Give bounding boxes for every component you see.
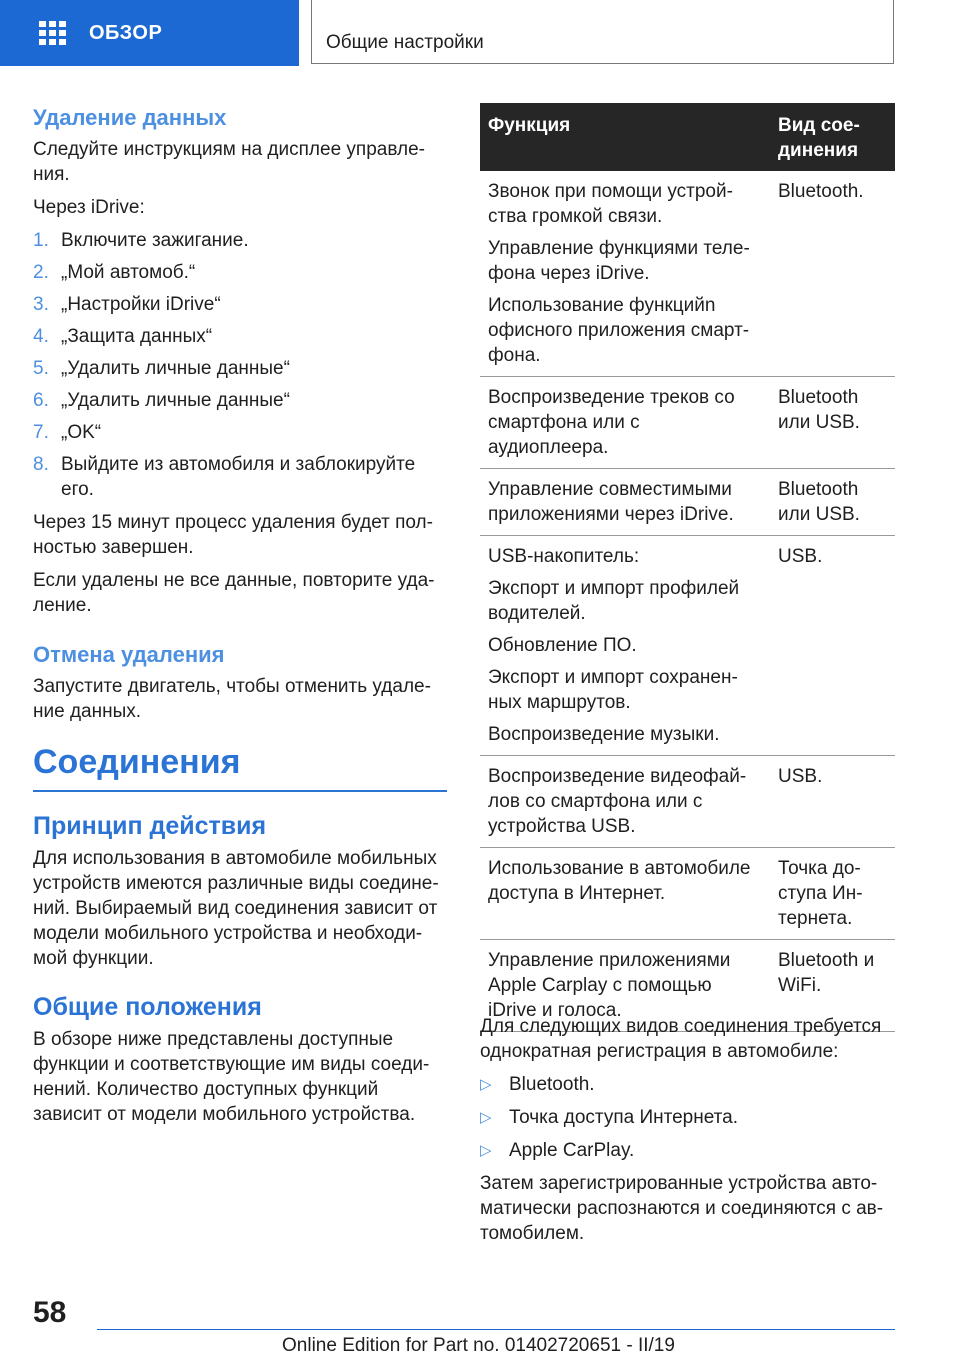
step-number: 2. bbox=[33, 262, 49, 283]
cell-text: Использование функцийn офисного приложения смарт-фона. bbox=[488, 295, 750, 366]
cell-text: Обновление ПО. bbox=[488, 635, 637, 656]
edition-text: Online Edition for Part no. 01402720651 - II/19 bbox=[282, 1335, 675, 1356]
connection-bullets bbox=[480, 1072, 890, 1163]
list-item bbox=[33, 356, 447, 381]
after-15-min: Через 15 минут процесс удаления будет пол-ностью завершен. bbox=[33, 512, 433, 558]
bullet-text: Точка доступа Интернета. bbox=[509, 1107, 738, 1128]
list-item bbox=[33, 292, 447, 317]
list-item bbox=[33, 260, 447, 285]
step-text: „Мой автомоб.“ bbox=[61, 262, 196, 283]
connection-cell: Bluetooth и WiFi. bbox=[770, 940, 895, 1032]
table-row bbox=[480, 469, 895, 536]
step-text: „Защита данных“ bbox=[61, 326, 213, 347]
list-item bbox=[480, 1072, 890, 1097]
connection-cell: USB. bbox=[770, 536, 895, 756]
triangle-bullet-icon: ▷ bbox=[480, 1109, 492, 1126]
function-cell bbox=[480, 536, 770, 756]
table-row bbox=[480, 848, 895, 940]
connection-cell: USB. bbox=[770, 756, 895, 848]
cell-text: Звонок при помощи устрой-ства громкой связи. bbox=[488, 181, 733, 227]
cell-text: Экспорт и импорт профилей водителей. bbox=[488, 578, 740, 624]
cell-text: Экспорт и импорт сохранен-ных маршрутов. bbox=[488, 667, 738, 713]
list-item bbox=[33, 420, 447, 445]
footer-rule bbox=[97, 1329, 895, 1330]
functions-table bbox=[480, 103, 895, 1032]
left-column bbox=[33, 103, 447, 1135]
cancel-heading: Отмена удаления bbox=[33, 642, 225, 667]
function-cell bbox=[480, 469, 770, 536]
function-cell bbox=[480, 848, 770, 940]
not-all-deleted: Если удалены не все данные, повторите уда-ление. bbox=[33, 570, 435, 616]
step-text: „Удалить личные данные“ bbox=[61, 390, 290, 411]
general-heading: Общие положения bbox=[33, 993, 262, 1021]
cell-text: Управление функциями теле-фона через iDrive. bbox=[488, 238, 750, 284]
table-header-row bbox=[480, 103, 895, 171]
connection-cell: Bluetooth. bbox=[770, 171, 895, 377]
page-header bbox=[0, 0, 960, 66]
step-number: 8. bbox=[33, 454, 49, 475]
overview-tab-label: ОБЗОР bbox=[89, 21, 163, 44]
table-row bbox=[480, 171, 895, 377]
list-item bbox=[33, 452, 447, 502]
step-number: 1. bbox=[33, 230, 49, 251]
triangle-bullet-icon: ▷ bbox=[480, 1076, 492, 1093]
general-text: В обзоре ниже представлены доступные функции и соответствующие им виды соеди-нений. Количество доступных функций зависит от модели мобильного устройства. bbox=[33, 1029, 430, 1125]
delete-intro: Следуйте инструкциям на дисплее управле-ния. bbox=[33, 139, 425, 185]
connection-cell: Точка до-ступа Ин-тернета. bbox=[770, 848, 895, 940]
table-row bbox=[480, 536, 895, 756]
step-number: 4. bbox=[33, 326, 49, 347]
cell-text: Управление совместимыми приложениями через iDrive. bbox=[488, 479, 734, 525]
connections-heading: Соединения bbox=[33, 743, 241, 781]
function-cell bbox=[480, 756, 770, 848]
table-row bbox=[480, 377, 895, 469]
overview-tab[interactable] bbox=[0, 0, 299, 66]
step-text: „Настройки iDrive“ bbox=[61, 294, 221, 315]
registration-outro: Затем зарегистрированные устройства авто-матически распознаются и соединяются с ав-томобилем. bbox=[480, 1173, 884, 1244]
step-number: 6. bbox=[33, 390, 49, 411]
cancel-text: Запустите двигатель, чтобы отменить удале-ние данных. bbox=[33, 676, 431, 722]
col-function: Функция bbox=[480, 103, 770, 171]
list-item bbox=[480, 1105, 890, 1130]
table-row bbox=[480, 756, 895, 848]
function-cell bbox=[480, 377, 770, 469]
list-item bbox=[33, 228, 447, 253]
list-item bbox=[33, 324, 447, 349]
cell-text: Управление приложениями Apple Carplay с помощью iDrive и голоса. bbox=[488, 950, 731, 1021]
connection-cell: Bluetooth или USB. bbox=[770, 469, 895, 536]
registration-section bbox=[480, 1014, 890, 1254]
cell-text: USB-накопитель: bbox=[488, 546, 640, 567]
connection-cell: Bluetooth или USB. bbox=[770, 377, 895, 469]
cell-text: Воспроизведение треков со смартфона или с аудиоплеера. bbox=[488, 387, 735, 458]
grid-icon bbox=[39, 21, 67, 45]
step-number: 5. bbox=[33, 358, 49, 379]
section-title: Общие настройки bbox=[326, 32, 484, 53]
function-cell bbox=[480, 171, 770, 377]
registration-intro: Для следующих видов соединения требуется однократная регистрация в автомобиле: bbox=[480, 1016, 882, 1062]
step-text: Включите зажигание. bbox=[61, 230, 249, 251]
step-number: 3. bbox=[33, 294, 49, 315]
cell-text: Использование в автомобиле доступа в Интернет. bbox=[488, 858, 751, 904]
step-text: „OK“ bbox=[61, 422, 102, 443]
bullet-text: Bluetooth. bbox=[509, 1074, 595, 1095]
principle-text: Для использования в автомобиле мобильных устройств имеются различные виды соедине-ний. Выбираемый вид соединения зависит от модели мобильного устройства и необходи-мой функции. bbox=[33, 848, 439, 969]
page-number: 58 bbox=[33, 1296, 67, 1329]
principle-heading: Принцип действия bbox=[33, 812, 267, 840]
triangle-bullet-icon: ▷ bbox=[480, 1142, 492, 1159]
col-connection: Вид сое-динения bbox=[770, 103, 895, 171]
bullet-text: Apple CarPlay. bbox=[509, 1140, 635, 1161]
cell-text: Воспроизведение видеофай-лов со смартфона или с устройства USB. bbox=[488, 766, 747, 837]
step-number: 7. bbox=[33, 422, 49, 443]
heading-rule bbox=[33, 790, 447, 792]
section-header bbox=[311, 0, 894, 64]
via-idrive: Через iDrive: bbox=[33, 197, 145, 218]
delete-data-heading: Удаление данных bbox=[33, 105, 227, 130]
cell-text: Воспроизведение музыки. bbox=[488, 724, 720, 745]
steps-list bbox=[33, 228, 447, 502]
step-text: „Удалить личные данные“ bbox=[61, 358, 290, 379]
list-item bbox=[33, 388, 447, 413]
list-item bbox=[480, 1138, 890, 1163]
step-text: Выйдите из автомобиля и заблокируйте его. bbox=[61, 454, 416, 500]
